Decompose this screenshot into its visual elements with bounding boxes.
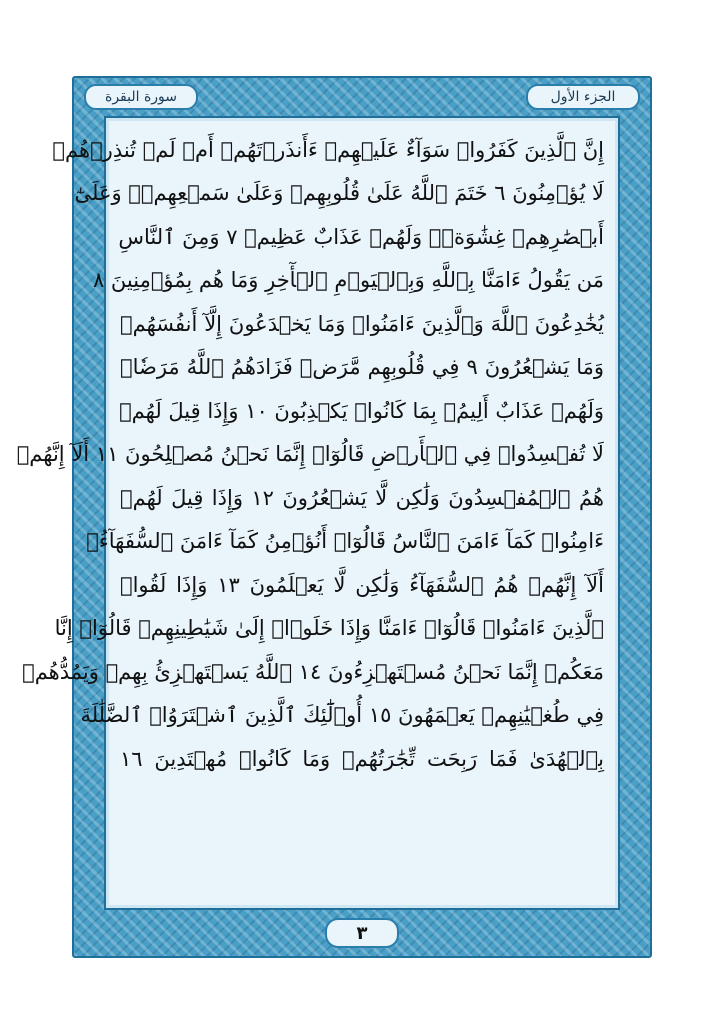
text-line: بِٱلۡهُدَىٰ فَمَا رَبِحَت تِّجَٰرَتُهُمۡ وَمَا كَانُوا۟ مُهۡتَدِينَ ١٦ xyxy=(120,746,604,771)
verse-lines xyxy=(16,128,604,781)
juz-label: الجزء الأول xyxy=(526,84,640,110)
text-line: وَلَهُمۡ عَذَابٌ أَلِيمُۢ بِمَا كَانُوا۟ يَكۡذِبُونَ ١٠ وَإِذَا قِيلَ لَهُمۡ xyxy=(119,398,604,423)
text-line: لَا تُفۡسِدُوا۟ فِي ٱلۡأَرۡضِ قَالُوٓا۟ إِنَّمَا نَحۡنُ مُصۡلِحُونَ ١١ أَلَآ إِنَّهُمۡ xyxy=(16,442,604,467)
text-line: لَا يُؤۡمِنُونَ ٦ خَتَمَ ٱللَّهُ عَلَىٰ قُلُوبِهِمۡ وَعَلَىٰ سَمۡعِهِمۡۖ وَعَلَىٰٓ xyxy=(74,181,604,206)
page-number: ٣ xyxy=(325,918,399,948)
surah-label: سورة البقرة xyxy=(84,84,198,110)
text-panel xyxy=(16,116,620,910)
text-line: أَلَآ إِنَّهُمۡ هُمُ ٱلسُّفَهَآءُ وَلَٰكِن لَّا يَعۡلَمُونَ ١٣ وَإِذَا لَقُوا۟ xyxy=(120,572,604,597)
text-line: وَمَا يَشۡعُرُونَ ٩ فِي قُلُوبِهِم مَّرَضٞ فَزَادَهُمُ ٱللَّهُ مَرَضٗاۖ xyxy=(120,355,604,380)
text-line: مَن يَقُولُ ءَامَنَّا بِٱللَّهِ وَبِٱلۡيَوۡمِ ٱلۡأٓخِرِ وَمَا هُم بِمُؤۡمِنِينَ ٨ xyxy=(92,268,604,293)
text-line: ءَامِنُوا۟ كَمَآ ءَامَنَ ٱلنَّاسُ قَالُوٓا۟ أَنُؤۡمِنُ كَمَآ ءَامَنَ ٱلسُّفَهَآءُۗ xyxy=(86,529,604,554)
text-line: مَعَكُمۡ إِنَّمَا نَحۡنُ مُسۡتَهۡزِءُونَ ١٤ ٱللَّهُ يَسۡتَهۡزِئُ بِهِمۡ وَيَمُدُّهُمۡ xyxy=(22,659,604,684)
text-line: أَبۡصَٰرِهِمۡ غِشَٰوَةٞۖ وَلَهُمۡ عَذَابٌ عَظِيمٞ ٧ وَمِنَ ٱلنَّاسِ xyxy=(118,224,604,249)
text-line: فِي طُغۡيَٰنِهِمۡ يَعۡمَهُونَ ١٥ أُو۟لَٰٓئِكَ ٱلَّذِينَ ٱشۡتَرَوُا۟ ٱلضَّلَٰلَةَ xyxy=(80,703,604,728)
text-line: ٱلَّذِينَ ءَامَنُوا۟ قَالُوٓا۟ ءَامَنَّا وَإِذَا خَلَوۡا۟ إِلَىٰ شَيَٰطِينِهِمۡ قَالُوٓا۟ إِنَّا xyxy=(54,616,604,641)
text-line: هُمُ ٱلۡمُفۡسِدُونَ وَلَٰكِن لَّا يَشۡعُرُونَ ١٢ وَإِذَا قِيلَ لَهُمۡ xyxy=(120,485,604,510)
text-line: إِنَّ ٱلَّذِينَ كَفَرُوا۟ سَوَآءٌ عَلَيۡهِمۡ ءَأَنذَرۡتَهُمۡ أَمۡ لَمۡ تُنذِرۡهُمۡ xyxy=(52,137,604,162)
text-line: يُخَٰدِعُونَ ٱللَّهَ وَٱلَّذِينَ ءَامَنُوا۟ وَمَا يَخۡدَعُونَ إِلَّآ أَنفُسَهُمۡ xyxy=(120,311,604,336)
page-frame xyxy=(16,76,652,958)
